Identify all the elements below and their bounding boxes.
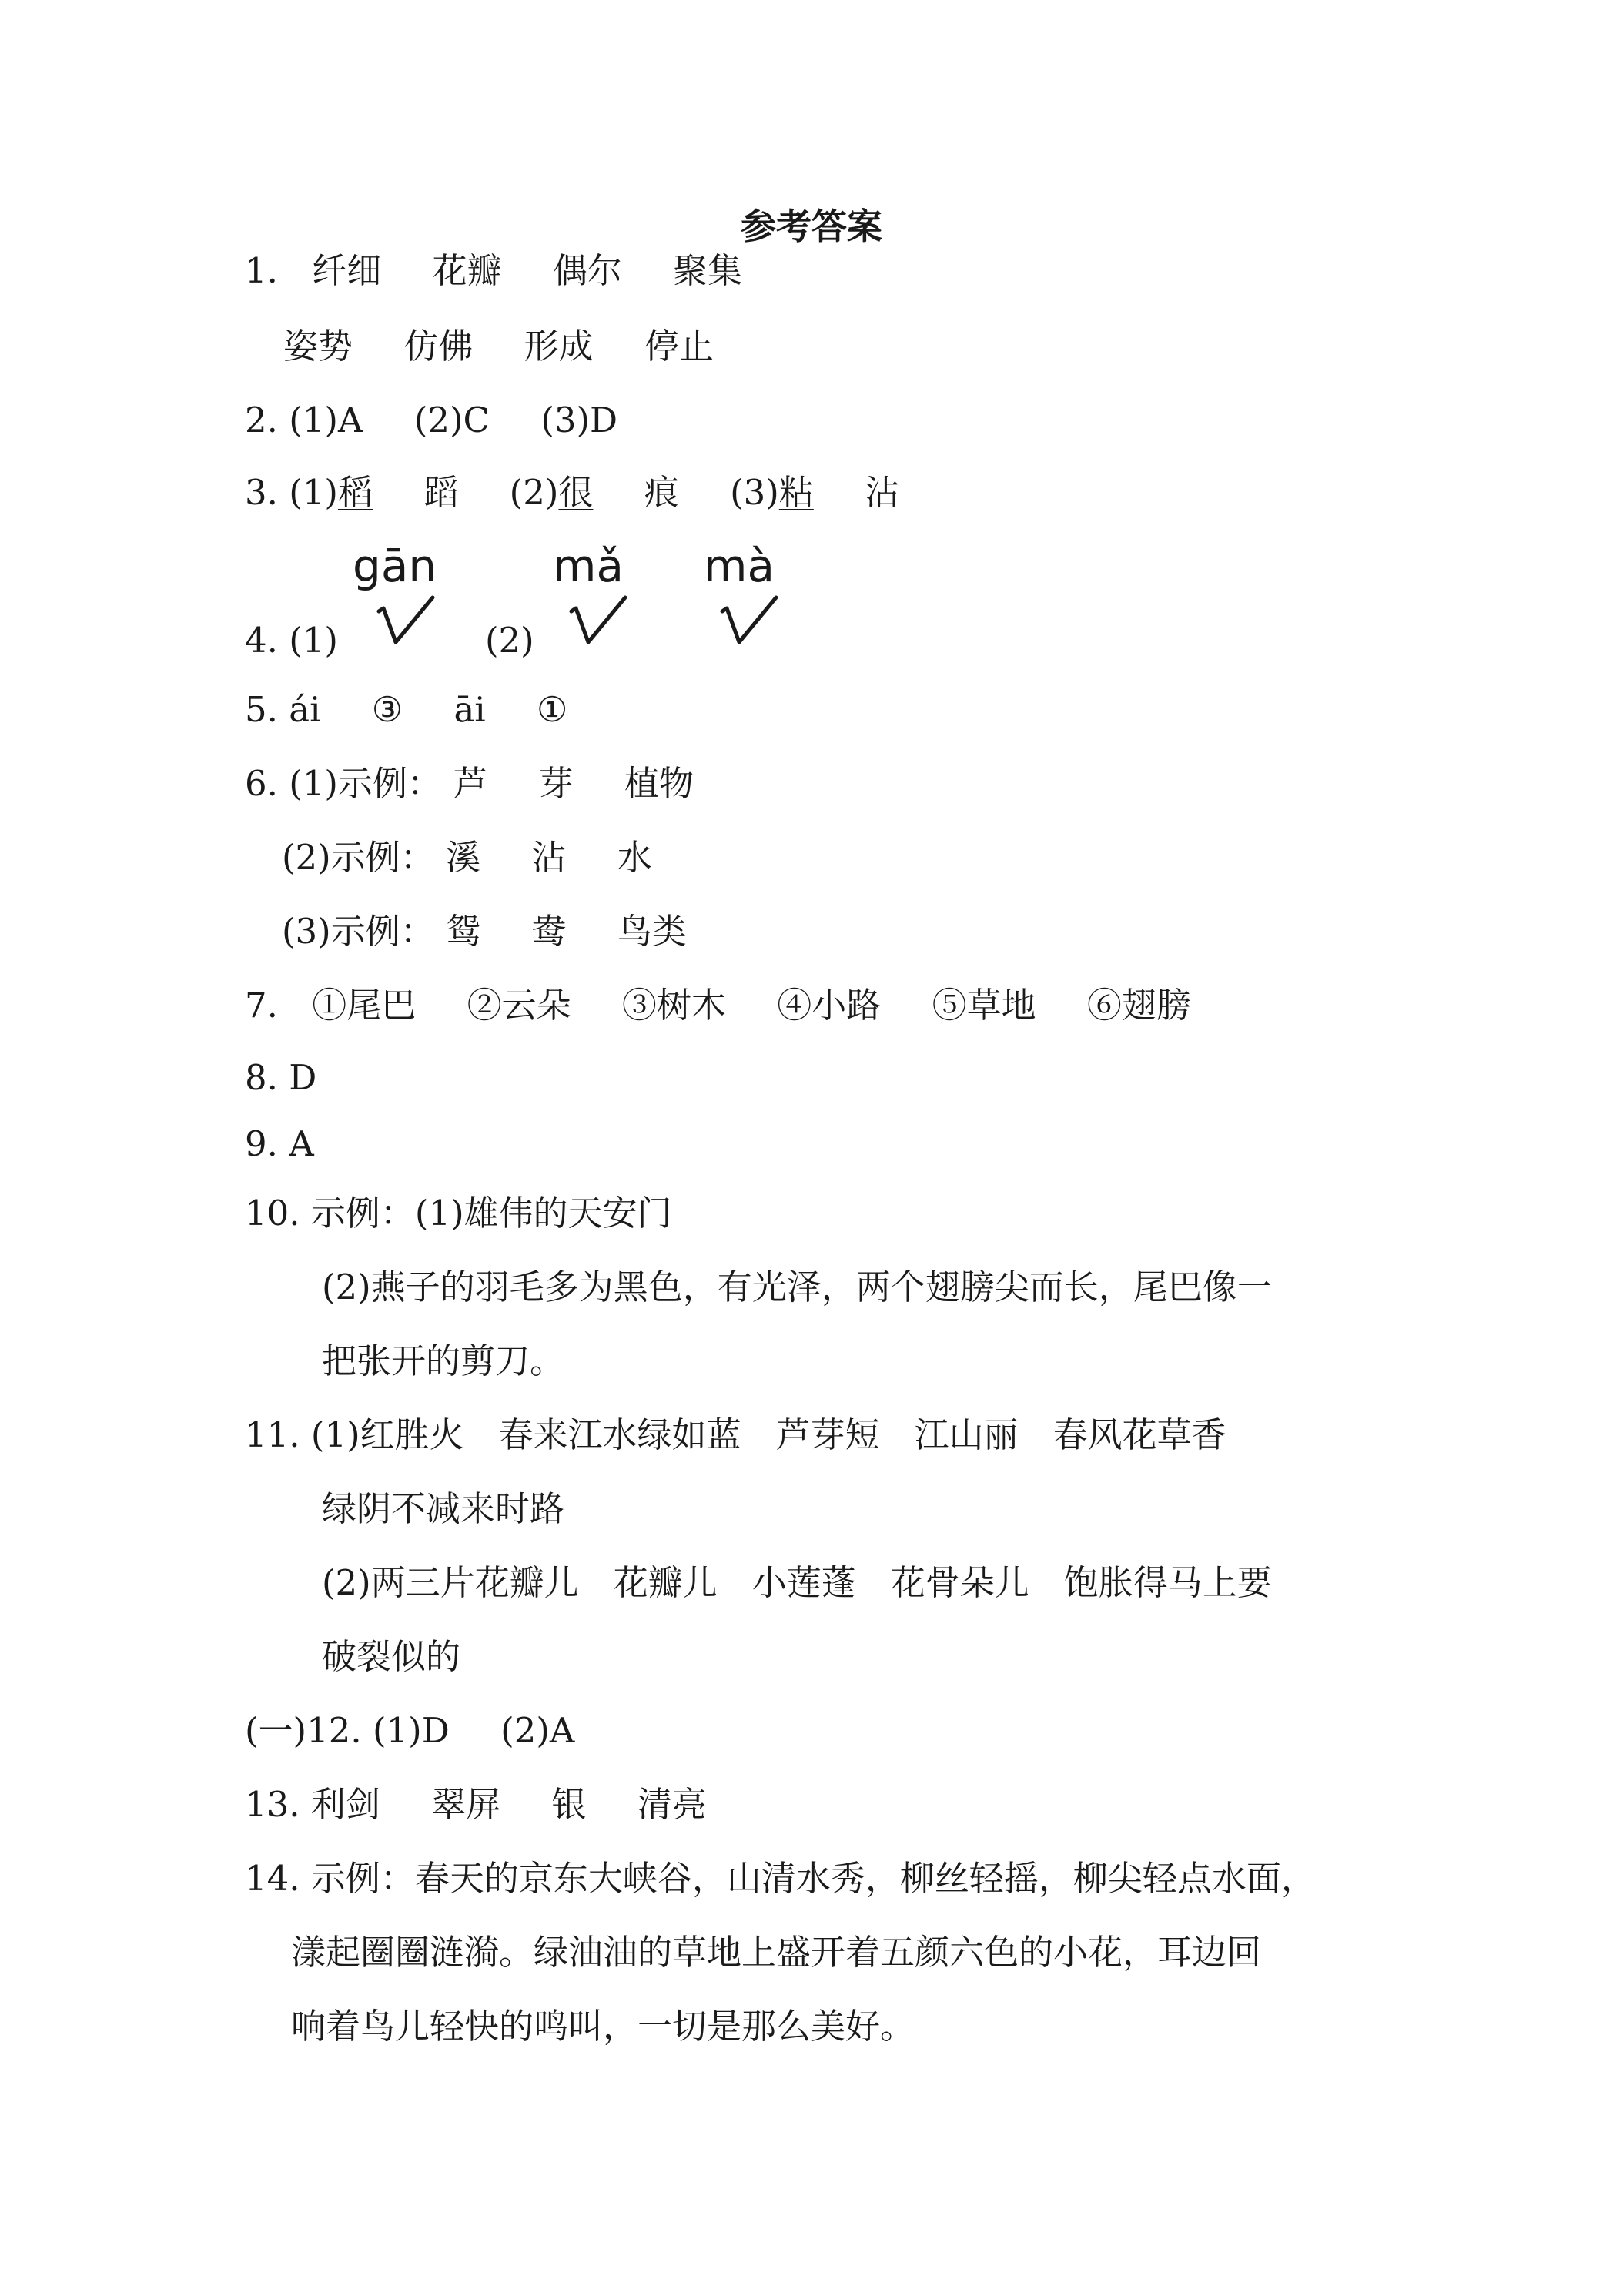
group-label: (2): [509, 472, 559, 513]
pinyin-item: āi: [453, 689, 486, 730]
answer: A: [289, 1123, 314, 1164]
answer-7: [245, 982, 1191, 1029]
question-number: 13.: [245, 1784, 300, 1825]
item: ⑥翅膀: [1086, 985, 1191, 1026]
word: 沾: [531, 837, 567, 878]
word: 形成: [524, 326, 594, 366]
pinyin-ma3: mǎ: [553, 540, 624, 592]
question-number: 1.: [245, 250, 278, 291]
word: 鸟类: [617, 911, 687, 952]
char: 痕: [644, 472, 679, 513]
word: 植物: [624, 763, 694, 804]
choice: (1)A: [289, 400, 363, 440]
choice: (1)D: [373, 1710, 450, 1751]
choice: (3)D: [540, 400, 618, 440]
question-number: 9.: [245, 1123, 278, 1164]
group-label: (3): [730, 472, 779, 513]
answer-9: [245, 1121, 314, 1167]
answer-14-line-3: 响着鸟儿轻快的鸣叫，一切是那么美好。: [291, 2006, 915, 2047]
pinyin-ma4: mà: [704, 540, 775, 592]
word: 花瓣: [432, 250, 502, 291]
question-number: 2.: [245, 400, 278, 440]
answer-14-line-2: 漾起圈圈涟漪。绿油油的草地上盛开着五颜六色的小花，耳边回: [291, 1932, 1262, 1973]
answer-1-row-2: [283, 323, 714, 370]
underlined-char: 稻: [338, 472, 373, 513]
answer-1-row-1: [245, 248, 742, 294]
word: 芦: [453, 763, 488, 804]
answer-5: [245, 687, 567, 733]
answer-11-line-4: 破裂似的: [322, 1636, 461, 1677]
question-number: 11.: [245, 1414, 300, 1455]
word: 溪: [446, 837, 481, 878]
word: 鸯: [531, 911, 567, 952]
answer-4-part-1: [245, 618, 338, 664]
choice: (2)A: [500, 1710, 575, 1751]
word: 纤细: [312, 250, 382, 291]
answer-8: [245, 1055, 316, 1101]
word: 水: [617, 837, 652, 878]
answer-13: [245, 1782, 707, 1828]
pinyin-gan: gān: [353, 540, 437, 592]
underlined-char: 很: [558, 472, 594, 513]
answer: D: [289, 1057, 317, 1098]
word: 清亮: [637, 1784, 707, 1825]
question-number: 14.: [245, 1858, 300, 1899]
checkmark-icon: [568, 594, 630, 650]
answer-6-row-1: [245, 761, 694, 807]
question-number: 3.: [245, 472, 278, 513]
char: 沾: [865, 472, 900, 513]
answer-2: [245, 397, 617, 443]
word: 利剑: [310, 1784, 380, 1825]
word: 银: [551, 1784, 587, 1825]
question-number: 7.: [245, 985, 278, 1026]
item: ④小路: [777, 985, 882, 1026]
answer-12: [245, 1708, 574, 1754]
text: 示例：(1)雄伟的天安门: [310, 1193, 672, 1233]
word: 鸳: [446, 911, 481, 952]
answer-6-row-2: [282, 835, 652, 881]
item: ②云朵: [467, 985, 571, 1026]
circled-number: ①: [537, 689, 568, 730]
circled-number: ③: [371, 689, 403, 730]
word: 偶尔: [552, 250, 622, 291]
row-label: (2)示例：: [282, 837, 435, 878]
question-number: 8.: [245, 1057, 278, 1098]
part-label: (1): [289, 620, 338, 661]
underlined-char: 粘: [778, 472, 814, 513]
word: 聚集: [673, 250, 743, 291]
text: (1)红胜火 春来江水绿如蓝 芦芽短 江山丽 春风花草香: [310, 1414, 1226, 1455]
answer-10-line-2: (2)燕子的羽毛多为黑色，有光泽，两个翅膀尖而长，尾巴像一: [322, 1267, 1272, 1307]
question-number: 5.: [245, 689, 278, 730]
item: ③树木: [621, 985, 726, 1026]
answer-6-row-3: [282, 909, 687, 955]
question-number: 6.: [245, 763, 278, 804]
group-label: (1): [289, 472, 338, 513]
answer-11-line-1: [245, 1412, 1226, 1458]
page-title: 参考答案: [741, 206, 882, 247]
answer-11-line-3: (2)两三片花瓣儿 花瓣儿 小莲蓬 花骨朵儿 饱胀得马上要: [322, 1562, 1272, 1603]
text: 示例：春天的京东大峡谷，山清水秀，柳丝轻摇，柳尖轻点水面，: [310, 1858, 1316, 1899]
word: 停止: [644, 326, 714, 366]
answer-4-part-2: [485, 618, 534, 664]
checkmark-icon: [719, 594, 781, 650]
word: 翠屏: [431, 1784, 501, 1825]
word: 姿势: [283, 326, 353, 366]
char: 蹈: [423, 472, 459, 513]
answer-3: [245, 470, 899, 516]
word: 仿佛: [403, 326, 474, 366]
choice: (2)C: [413, 400, 490, 440]
row-label: (1)示例：: [289, 763, 442, 804]
question-number: (一)12.: [245, 1710, 362, 1751]
answer-10-line-3: 把张开的剪刀。: [322, 1340, 565, 1381]
item: ①尾巴: [312, 985, 417, 1026]
part-label: (2): [485, 620, 534, 661]
row-label: (3)示例：: [282, 911, 435, 952]
answer-11-line-2: 绿阴不减来时路: [322, 1488, 565, 1529]
pinyin-item: ái: [289, 689, 321, 730]
answer-10-line-1: [245, 1190, 672, 1237]
word: 芽: [538, 763, 574, 804]
question-number: 4.: [245, 620, 278, 661]
answer-14-line-1: [245, 1856, 1316, 1902]
item: ⑤草地: [932, 985, 1036, 1026]
checkmark-icon: [376, 594, 437, 650]
question-number: 10.: [245, 1193, 300, 1233]
